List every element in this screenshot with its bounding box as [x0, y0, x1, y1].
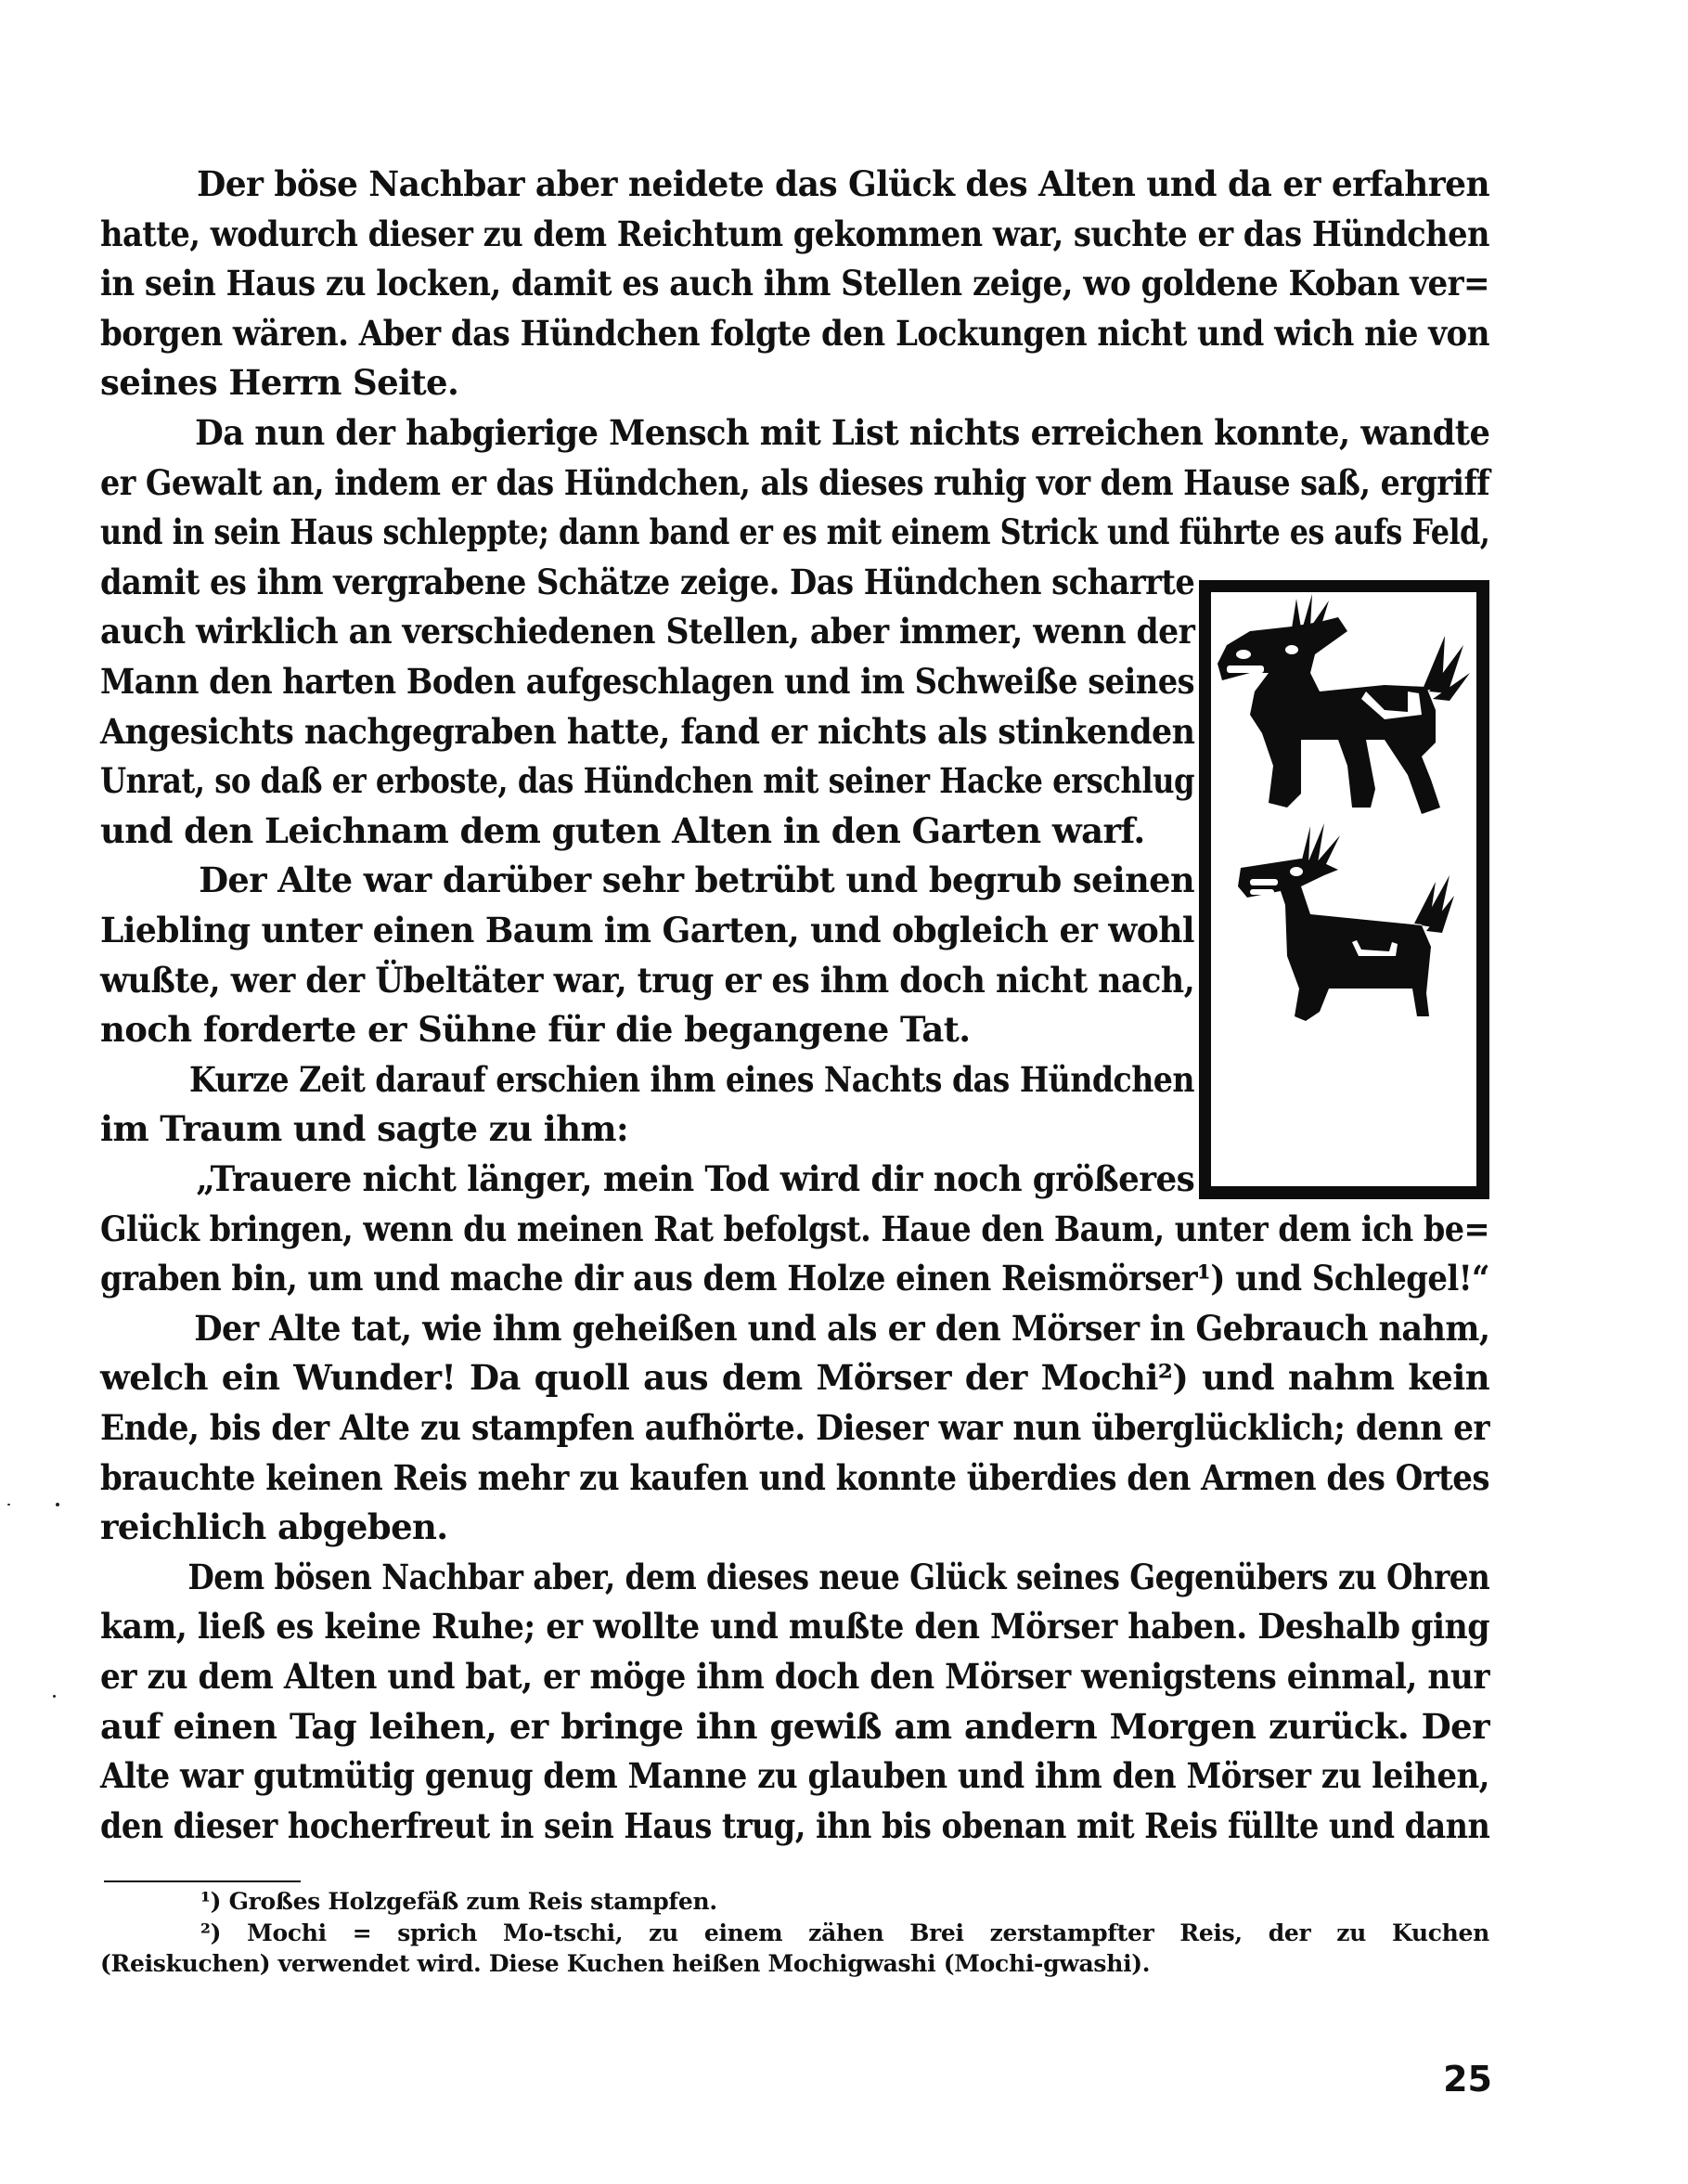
text-line: er Gewalt an, indem er das Hündchen, als dieses ruhig vor dem Hause saß, ergriff [100, 461, 1490, 503]
text-line: reichlich abgeben. [100, 1506, 448, 1548]
text-line: Liebling unter einen Baum im Garten, und obgleich er wohl [100, 910, 1194, 950]
dog-illustration [1199, 580, 1490, 1200]
text-line: Der Alte war darüber sehr betrübt und begrub seinen [199, 859, 1195, 901]
text-line: er zu dem Alten und bat, er möge ihm doch den Mörser wenigstens einmal, nur [100, 1656, 1489, 1697]
text-line: Glück bringen, wenn du meinen Rat befolgst. Haue den Baum, unter dem ich be= [100, 1208, 1489, 1249]
text-line: und den Leichnam dem guten Alten in den Garten warf. [100, 809, 1145, 851]
text-line: auch wirklich an verschiedenen Stellen, aber immer, wenn der [100, 611, 1195, 653]
text-line: damit es ihm vergrabene Schätze zeige. Das Hündchen scharrte [100, 561, 1195, 602]
text-line: Unrat, so daß er erboste, das Hündchen mit seiner Hacke erschlug [100, 760, 1195, 802]
text-line: graben bin, um und mache dir aus dem Holze einen Reismörser¹) und Schlegel!“ [100, 1258, 1489, 1299]
text-line: welch ein Wunder! Da quoll aus dem Mörser der Mochi²) und nahm kein [100, 1357, 1489, 1399]
text-line: den dieser hocherfreut in sein Haus trug, ihn bis obenan mit Reis füllte und dann [100, 1804, 1490, 1846]
text-line: hatte, wodurch dieser zu dem Reichtum gekommen war, suchte er das Hündchen [100, 213, 1489, 254]
text-line: noch forderte er Sühne für die begangene Tat. [100, 1009, 971, 1051]
text-line: im Traum und sagte zu ihm: [100, 1108, 629, 1150]
text-line: Alte war gutmütig genug dem Manne zu glauben und ihm den Mörser zu leihen, [100, 1755, 1489, 1797]
text-line: Der Alte tat, wie ihm geheißen und als er den Mörser in Gebrauch nahm, [194, 1307, 1490, 1349]
text-line: brauchte keinen Reis mehr zu kaufen und konnte überdies den Armen des Ortes [100, 1456, 1489, 1498]
text-line: Da nun der habgierige Mensch mit List nichts erreichen konnte, wandte [195, 412, 1490, 453]
scan-speck [7, 1504, 10, 1506]
text-line: auf einen Tag leihen, er bringe ihn gewiß am andern Morgen zurück. Der [100, 1705, 1489, 1747]
text-line: borgen wären. Aber das Hündchen folgte den Lockungen nicht und wich nie von [100, 312, 1489, 354]
text-line: Angesichts nachgegraben hatte, fand er nichts als stinkenden [100, 710, 1195, 752]
footnote-line: ²) Mochi = sprich Mo-tschi, zu einem zähen Brei zerstampfter Reis, der zu Kuchen [200, 1919, 1489, 1946]
scan-speck [56, 1503, 59, 1506]
text-line: seines Herrn Seite. [100, 362, 459, 404]
text-line: in sein Haus zu locken, damit es auch ihm Stellen zeige, wo goldene Koban ver= [100, 263, 1489, 304]
text-line: kam, ließ es keine Ruhe; er wollte und mußte den Mörser haben. Deshalb ging [100, 1606, 1489, 1648]
footnote-rule [104, 1880, 301, 1882]
footnote-line: ¹) Großes Holzgefäß zum Reis stampfen. [200, 1888, 717, 1915]
text-line: und in sein Haus schleppte; dann band er es mit einem Strick und führte es aufs Feld, [100, 511, 1490, 553]
text-line: Kurze Zeit darauf erschien ihm eines Nachts das Hündchen [189, 1058, 1194, 1100]
scan-speck [53, 1695, 56, 1698]
text-line: „Trauere nicht länger, mein Tod wird dir noch größeres [196, 1158, 1195, 1199]
text-line: Mann den harten Boden aufgeschlagen und im Schweiße seines [100, 661, 1195, 702]
text-line: Der böse Nachbar aber neidete das Glück des Alten und da er erfahren [197, 163, 1490, 204]
footnote-line: (Reiskuchen) verwendet wird. Diese Kuchen heißen Mochigwashi (Mochi-gwashi). [100, 1950, 1151, 1977]
page-number: 25 [1443, 2059, 1492, 2100]
text-line: Ende, bis der Alte zu stampfen aufhörte. Dieser war nun überglücklich; denn er [100, 1407, 1489, 1448]
text-line: wußte, wer der Übeltäter war, trug er es ihm doch nicht nach, [100, 959, 1195, 1001]
text-line: Dem bösen Nachbar aber, dem dieses neue Glück seines Gegenübers zu Ohren [187, 1556, 1490, 1597]
